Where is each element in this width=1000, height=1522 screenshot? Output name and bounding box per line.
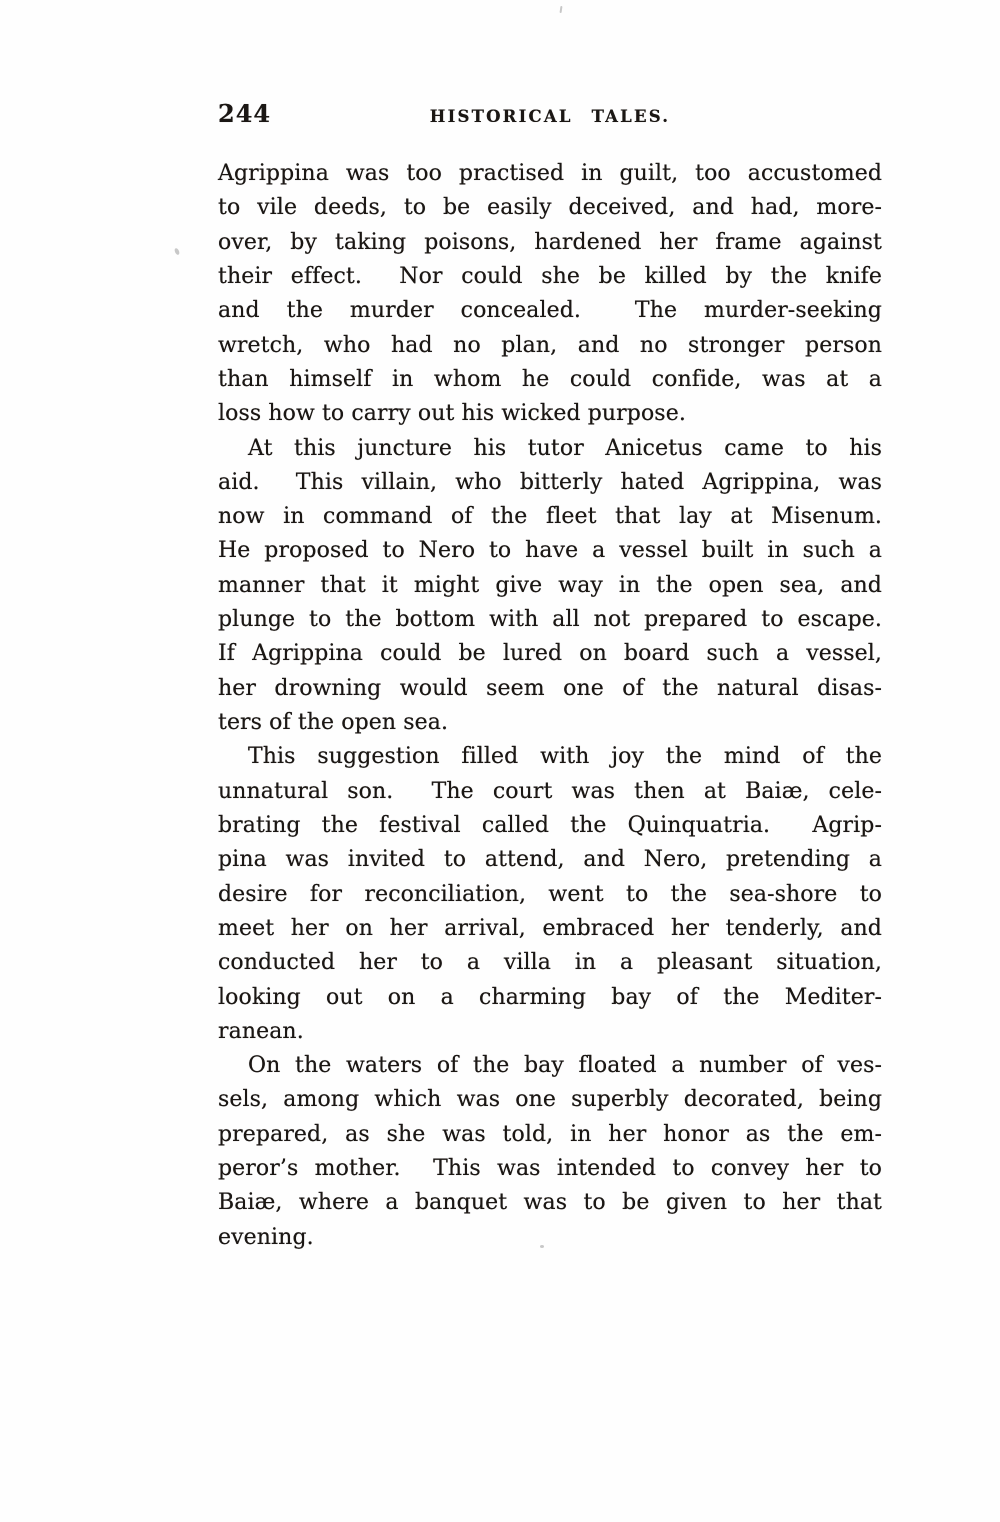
- text-line: aid. This villain, who bitterly hated Agrippina, was: [218, 469, 882, 495]
- scan-artifact: [174, 247, 181, 255]
- scan-artifact: [540, 1245, 544, 1248]
- text-line: ranean.: [218, 1018, 304, 1044]
- text-line: and the murder concealed. The murder-seeking: [218, 298, 882, 324]
- text-line: This suggestion filled with joy the mind of the: [248, 744, 882, 770]
- text-line: than himself in whom he could confide, was at a: [218, 366, 882, 392]
- text-line: At this juncture his tutor Anicetus came to his: [248, 435, 882, 461]
- text-line: loss how to carry out his wicked purpose.: [218, 401, 686, 427]
- text-line: plunge to the bottom with all not prepared to escape.: [218, 607, 882, 633]
- text-line: Baiæ, where a banquet was to be given to her that: [218, 1190, 882, 1216]
- text-line: manner that it might give way in the open sea, and: [218, 572, 882, 598]
- running-header-title: HISTORICAL TALES.: [429, 107, 671, 126]
- running-head: [218, 101, 882, 131]
- text-line: He proposed to Nero to have a vessel built in such a: [218, 538, 882, 564]
- text-line: evening.: [218, 1224, 314, 1250]
- scan-artifact: [560, 6, 563, 13]
- page-number: 244: [218, 99, 272, 128]
- text-line: On the waters of the bay floated a number of ves-: [248, 1053, 882, 1079]
- text-line: pina was invited to attend, and Nero, pretending a: [218, 847, 882, 873]
- text-line: ters of the open sea.: [218, 710, 449, 735]
- text-line: their effect. Nor could she be killed by the knife: [218, 263, 882, 289]
- text-line: unnatural son. The court was then at Baiæ, cele-: [218, 778, 882, 804]
- text-line: her drowning would seem one of the natural disas-: [218, 675, 882, 701]
- text-line: meet her on her arrival, embraced her tenderly, and: [218, 915, 882, 941]
- text-line: sels, among which was one superbly decorated, being: [218, 1087, 882, 1113]
- text-line: to vile deeds, to be easily deceived, and had, more-: [218, 195, 882, 221]
- text-line: prepared, as she was told, in her honor as the em-: [218, 1121, 882, 1147]
- text-line: now in command of the fleet that lay at Misenum.: [218, 504, 882, 530]
- text-line: wretch, who had no plan, and no stronger person: [218, 332, 882, 358]
- text-line: Agrippina was too practised in guilt, too accustomed: [218, 161, 882, 186]
- text-line: over, by taking poisons, hardened her frame against: [218, 229, 882, 255]
- body-text: [218, 157, 882, 1255]
- text-line: desire for reconciliation, went to the sea-shore to: [218, 881, 882, 907]
- text-line: peror’s mother. This was intended to convey her to: [218, 1156, 882, 1182]
- text-line: conducted her to a villa in a pleasant situation,: [218, 950, 882, 976]
- text-line: If Agrippina could be lured on board such a vessel,: [218, 641, 882, 667]
- text-line: looking out on a charming bay of the Mediter-: [218, 984, 882, 1010]
- text-line: brating the festival called the Quinquatria. Agrip-: [218, 812, 882, 838]
